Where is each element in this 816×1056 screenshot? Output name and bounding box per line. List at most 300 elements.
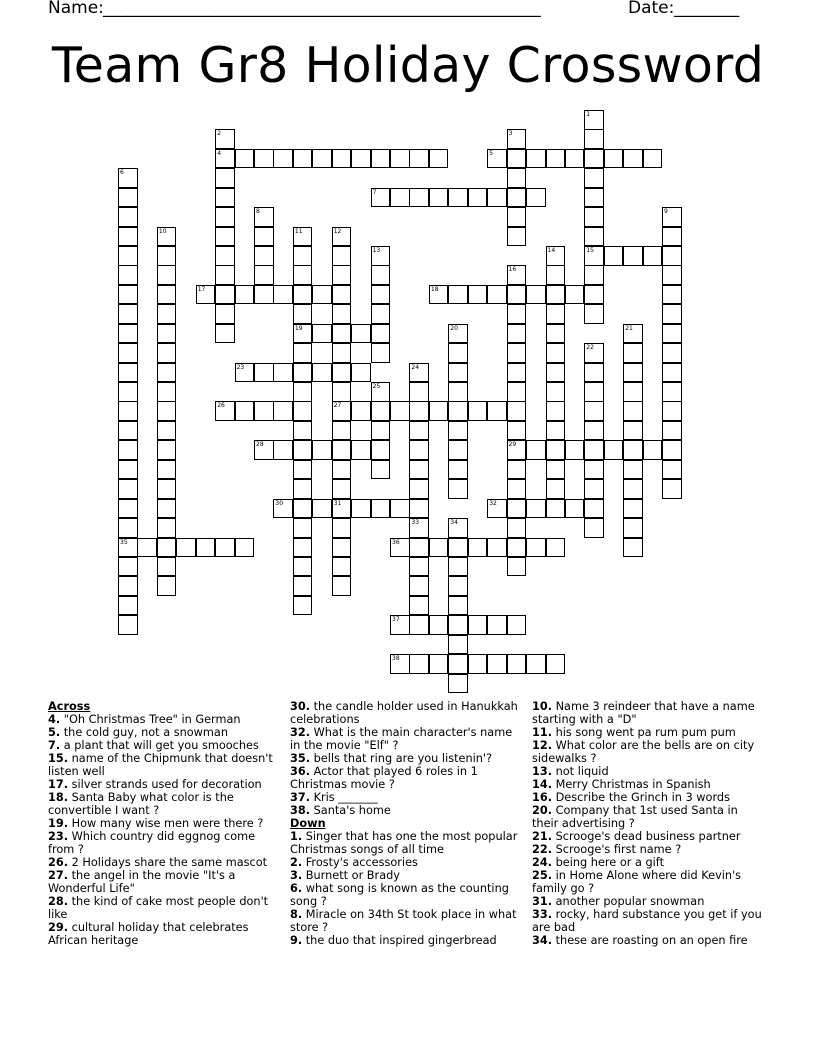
- grid-cell[interactable]: [273, 285, 293, 305]
- grid-cell[interactable]: [332, 401, 352, 421]
- grid-cell[interactable]: [215, 401, 235, 421]
- grid-cell[interactable]: [468, 401, 488, 421]
- grid-cell[interactable]: [448, 674, 468, 694]
- grid-cell[interactable]: [507, 421, 527, 441]
- grid-cell[interactable]: [118, 538, 138, 558]
- grid-cell[interactable]: [332, 518, 352, 538]
- grid-cell[interactable]: [468, 654, 488, 674]
- grid-cell[interactable]: [584, 343, 604, 363]
- grid-cell[interactable]: [235, 363, 255, 383]
- grid-cell[interactable]: [546, 538, 566, 558]
- grid-cell[interactable]: [409, 401, 429, 421]
- grid-cell[interactable]: [254, 207, 274, 227]
- grid-cell[interactable]: [390, 499, 410, 519]
- grid-cell[interactable]: [118, 596, 138, 616]
- grid-cell[interactable]: [157, 363, 177, 383]
- grid-cell[interactable]: [118, 363, 138, 383]
- grid-cell[interactable]: [623, 538, 643, 558]
- grid-cell[interactable]: [157, 265, 177, 285]
- grid-cell[interactable]: [390, 654, 410, 674]
- grid-cell[interactable]: [448, 479, 468, 499]
- grid-cell[interactable]: [157, 440, 177, 460]
- grid-cell[interactable]: [409, 440, 429, 460]
- grid-cell[interactable]: [546, 460, 566, 480]
- grid-cell[interactable]: [118, 343, 138, 363]
- grid-cell[interactable]: [371, 401, 391, 421]
- grid-cell[interactable]: [351, 324, 371, 344]
- grid-cell[interactable]: [526, 188, 546, 208]
- grid-cell[interactable]: [429, 615, 449, 635]
- grid-cell[interactable]: [371, 499, 391, 519]
- grid-cell[interactable]: [118, 168, 138, 188]
- name-line[interactable]: ______________________________________________________: [103, 0, 541, 18]
- grid-cell[interactable]: [448, 363, 468, 383]
- grid-cell[interactable]: [409, 421, 429, 441]
- grid-cell[interactable]: [293, 304, 313, 324]
- grid-cell[interactable]: [351, 440, 371, 460]
- grid-cell[interactable]: [584, 285, 604, 305]
- grid-cell[interactable]: [371, 421, 391, 441]
- grid-cell[interactable]: [662, 382, 682, 402]
- grid-cell[interactable]: [623, 246, 643, 266]
- grid-cell[interactable]: [604, 440, 624, 460]
- grid-cell[interactable]: [507, 285, 527, 305]
- grid-cell[interactable]: [526, 538, 546, 558]
- grid-cell[interactable]: [293, 363, 313, 383]
- grid-cell[interactable]: [429, 538, 449, 558]
- grid-cell[interactable]: [409, 576, 429, 596]
- grid-cell[interactable]: [507, 518, 527, 538]
- grid-cell[interactable]: [487, 188, 507, 208]
- grid-cell[interactable]: [507, 304, 527, 324]
- grid-cell[interactable]: [662, 227, 682, 247]
- grid-cell[interactable]: [429, 149, 449, 169]
- grid-cell[interactable]: [662, 207, 682, 227]
- grid-cell[interactable]: [584, 227, 604, 247]
- grid-cell[interactable]: [662, 246, 682, 266]
- grid-cell[interactable]: [584, 499, 604, 519]
- grid-cell[interactable]: [584, 168, 604, 188]
- grid-cell[interactable]: [546, 382, 566, 402]
- grid-cell[interactable]: [254, 265, 274, 285]
- grid-cell[interactable]: [371, 246, 391, 266]
- grid-cell[interactable]: [448, 421, 468, 441]
- grid-cell[interactable]: [293, 518, 313, 538]
- grid-cell[interactable]: [371, 188, 391, 208]
- grid-cell[interactable]: [157, 246, 177, 266]
- grid-cell[interactable]: [157, 285, 177, 305]
- grid-cell[interactable]: [390, 149, 410, 169]
- grid-cell[interactable]: [293, 576, 313, 596]
- grid-cell[interactable]: [662, 324, 682, 344]
- grid-cell[interactable]: [507, 401, 527, 421]
- grid-cell[interactable]: [390, 188, 410, 208]
- grid-cell[interactable]: [157, 576, 177, 596]
- grid-cell[interactable]: [507, 265, 527, 285]
- grid-cell[interactable]: [293, 557, 313, 577]
- grid-cell[interactable]: [157, 304, 177, 324]
- grid-cell[interactable]: [118, 615, 138, 635]
- grid-cell[interactable]: [584, 110, 604, 130]
- grid-cell[interactable]: [584, 188, 604, 208]
- grid-cell[interactable]: [351, 401, 371, 421]
- grid-cell[interactable]: [429, 285, 449, 305]
- grid-cell[interactable]: [293, 440, 313, 460]
- grid-cell[interactable]: [215, 246, 235, 266]
- grid-cell[interactable]: [254, 401, 274, 421]
- grid-cell[interactable]: [215, 538, 235, 558]
- grid-cell[interactable]: [254, 285, 274, 305]
- grid-cell[interactable]: [448, 382, 468, 402]
- grid-cell[interactable]: [390, 538, 410, 558]
- grid-cell[interactable]: [215, 149, 235, 169]
- grid-cell[interactable]: [118, 188, 138, 208]
- grid-cell[interactable]: [448, 188, 468, 208]
- grid-cell[interactable]: [409, 188, 429, 208]
- grid-cell[interactable]: [157, 421, 177, 441]
- grid-cell[interactable]: [526, 440, 546, 460]
- grid-cell[interactable]: [546, 149, 566, 169]
- grid-cell[interactable]: [371, 324, 391, 344]
- grid-cell[interactable]: [546, 654, 566, 674]
- grid-cell[interactable]: [118, 576, 138, 596]
- grid-cell[interactable]: [623, 460, 643, 480]
- grid-cell[interactable]: [312, 499, 332, 519]
- grid-cell[interactable]: [312, 440, 332, 460]
- grid-cell[interactable]: [293, 343, 313, 363]
- grid-cell[interactable]: [584, 265, 604, 285]
- grid-cell[interactable]: [429, 188, 449, 208]
- grid-cell[interactable]: [332, 285, 352, 305]
- grid-cell[interactable]: [409, 615, 429, 635]
- grid-cell[interactable]: [526, 285, 546, 305]
- grid-cell[interactable]: [487, 149, 507, 169]
- grid-cell[interactable]: [409, 499, 429, 519]
- grid-cell[interactable]: [293, 596, 313, 616]
- grid-cell[interactable]: [623, 363, 643, 383]
- grid-cell[interactable]: [409, 518, 429, 538]
- grid-cell[interactable]: [157, 499, 177, 519]
- grid-cell[interactable]: [137, 538, 157, 558]
- date-line[interactable]: ________: [674, 0, 739, 18]
- grid-cell[interactable]: [565, 499, 585, 519]
- grid-cell[interactable]: [215, 304, 235, 324]
- grid-cell[interactable]: [157, 479, 177, 499]
- grid-cell[interactable]: [487, 401, 507, 421]
- grid-cell[interactable]: [254, 363, 274, 383]
- grid-cell[interactable]: [584, 207, 604, 227]
- grid-cell[interactable]: [215, 324, 235, 344]
- grid-cell[interactable]: [254, 246, 274, 266]
- grid-cell[interactable]: [662, 343, 682, 363]
- grid-cell[interactable]: [273, 440, 293, 460]
- grid-cell[interactable]: [584, 440, 604, 460]
- grid-cell[interactable]: [157, 460, 177, 480]
- grid-cell[interactable]: [312, 285, 332, 305]
- grid-cell[interactable]: [235, 285, 255, 305]
- grid-cell[interactable]: [371, 382, 391, 402]
- grid-cell[interactable]: [623, 440, 643, 460]
- grid-cell[interactable]: [448, 576, 468, 596]
- grid-cell[interactable]: [332, 324, 352, 344]
- grid-cell[interactable]: [351, 363, 371, 383]
- grid-cell[interactable]: [448, 615, 468, 635]
- grid-cell[interactable]: [312, 149, 332, 169]
- grid-cell[interactable]: [448, 324, 468, 344]
- grid-cell[interactable]: [293, 421, 313, 441]
- grid-cell[interactable]: [293, 382, 313, 402]
- grid-cell[interactable]: [546, 499, 566, 519]
- grid-cell[interactable]: [273, 499, 293, 519]
- grid-cell[interactable]: [507, 207, 527, 227]
- grid-cell[interactable]: [546, 421, 566, 441]
- grid-cell[interactable]: [448, 557, 468, 577]
- grid-cell[interactable]: [623, 149, 643, 169]
- grid-cell[interactable]: [507, 129, 527, 149]
- grid-cell[interactable]: [312, 324, 332, 344]
- grid-cell[interactable]: [468, 538, 488, 558]
- grid-cell[interactable]: [293, 265, 313, 285]
- grid-cell[interactable]: [546, 363, 566, 383]
- grid-cell[interactable]: [332, 576, 352, 596]
- grid-cell[interactable]: [429, 654, 449, 674]
- grid-cell[interactable]: [118, 499, 138, 519]
- grid-cell[interactable]: [371, 265, 391, 285]
- grid-cell[interactable]: [409, 596, 429, 616]
- grid-cell[interactable]: [371, 343, 391, 363]
- grid-cell[interactable]: [157, 324, 177, 344]
- grid-cell[interactable]: [409, 363, 429, 383]
- grid-cell[interactable]: [390, 401, 410, 421]
- grid-cell[interactable]: [604, 246, 624, 266]
- grid-cell[interactable]: [332, 440, 352, 460]
- grid-cell[interactable]: [293, 479, 313, 499]
- grid-cell[interactable]: [507, 499, 527, 519]
- grid-cell[interactable]: [332, 479, 352, 499]
- grid-cell[interactable]: [196, 285, 216, 305]
- grid-cell[interactable]: [507, 324, 527, 344]
- grid-cell[interactable]: [526, 499, 546, 519]
- grid-cell[interactable]: [215, 227, 235, 247]
- grid-cell[interactable]: [409, 557, 429, 577]
- grid-cell[interactable]: [507, 363, 527, 383]
- grid-cell[interactable]: [526, 654, 546, 674]
- grid-cell[interactable]: [332, 538, 352, 558]
- grid-cell[interactable]: [273, 401, 293, 421]
- grid-cell[interactable]: [584, 518, 604, 538]
- grid-cell[interactable]: [118, 246, 138, 266]
- grid-cell[interactable]: [293, 149, 313, 169]
- grid-cell[interactable]: [662, 285, 682, 305]
- grid-cell[interactable]: [254, 149, 274, 169]
- grid-cell[interactable]: [448, 654, 468, 674]
- grid-cell[interactable]: [468, 615, 488, 635]
- grid-cell[interactable]: [409, 538, 429, 558]
- grid-cell[interactable]: [623, 343, 643, 363]
- grid-cell[interactable]: [448, 401, 468, 421]
- grid-cell[interactable]: [643, 440, 663, 460]
- grid-cell[interactable]: [584, 363, 604, 383]
- grid-cell[interactable]: [623, 401, 643, 421]
- grid-cell[interactable]: [371, 460, 391, 480]
- grid-cell[interactable]: [584, 479, 604, 499]
- grid-cell[interactable]: [507, 149, 527, 169]
- grid-cell[interactable]: [371, 285, 391, 305]
- grid-cell[interactable]: [546, 479, 566, 499]
- grid-cell[interactable]: [118, 518, 138, 538]
- grid-cell[interactable]: [293, 227, 313, 247]
- grid-cell[interactable]: [332, 499, 352, 519]
- grid-cell[interactable]: [312, 363, 332, 383]
- grid-cell[interactable]: [643, 246, 663, 266]
- grid-cell[interactable]: [215, 207, 235, 227]
- grid-cell[interactable]: [448, 596, 468, 616]
- grid-cell[interactable]: [235, 149, 255, 169]
- grid-cell[interactable]: [332, 304, 352, 324]
- grid-cell[interactable]: [623, 479, 643, 499]
- grid-cell[interactable]: [565, 285, 585, 305]
- grid-cell[interactable]: [118, 304, 138, 324]
- grid-cell[interactable]: [623, 382, 643, 402]
- grid-cell[interactable]: [584, 401, 604, 421]
- grid-cell[interactable]: [157, 557, 177, 577]
- grid-cell[interactable]: [507, 188, 527, 208]
- grid-cell[interactable]: [293, 324, 313, 344]
- grid-cell[interactable]: [332, 421, 352, 441]
- grid-cell[interactable]: [507, 479, 527, 499]
- grid-cell[interactable]: [507, 382, 527, 402]
- grid-cell[interactable]: [293, 499, 313, 519]
- grid-cell[interactable]: [157, 343, 177, 363]
- grid-cell[interactable]: [546, 246, 566, 266]
- grid-cell[interactable]: [584, 421, 604, 441]
- grid-cell[interactable]: [507, 343, 527, 363]
- grid-cell[interactable]: [371, 440, 391, 460]
- grid-cell[interactable]: [332, 460, 352, 480]
- grid-cell[interactable]: [118, 440, 138, 460]
- grid-cell[interactable]: [235, 538, 255, 558]
- grid-cell[interactable]: [487, 654, 507, 674]
- grid-cell[interactable]: [429, 401, 449, 421]
- grid-cell[interactable]: [118, 460, 138, 480]
- grid-cell[interactable]: [546, 324, 566, 344]
- grid-cell[interactable]: [118, 382, 138, 402]
- grid-cell[interactable]: [157, 401, 177, 421]
- grid-cell[interactable]: [546, 304, 566, 324]
- grid-cell[interactable]: [118, 401, 138, 421]
- grid-cell[interactable]: [623, 518, 643, 538]
- grid-cell[interactable]: [546, 265, 566, 285]
- grid-cell[interactable]: [157, 227, 177, 247]
- grid-cell[interactable]: [118, 479, 138, 499]
- grid-cell[interactable]: [662, 421, 682, 441]
- grid-cell[interactable]: [526, 149, 546, 169]
- grid-cell[interactable]: [565, 440, 585, 460]
- grid-cell[interactable]: [507, 168, 527, 188]
- grid-cell[interactable]: [118, 421, 138, 441]
- grid-cell[interactable]: [332, 363, 352, 383]
- grid-cell[interactable]: [662, 265, 682, 285]
- grid-cell[interactable]: [118, 557, 138, 577]
- grid-cell[interactable]: [390, 615, 410, 635]
- grid-cell[interactable]: [546, 440, 566, 460]
- grid-cell[interactable]: [507, 654, 527, 674]
- grid-cell[interactable]: [507, 538, 527, 558]
- grid-cell[interactable]: [118, 265, 138, 285]
- grid-cell[interactable]: [507, 460, 527, 480]
- grid-cell[interactable]: [254, 227, 274, 247]
- grid-cell[interactable]: [584, 460, 604, 480]
- grid-cell[interactable]: [293, 246, 313, 266]
- grid-cell[interactable]: [623, 421, 643, 441]
- grid-cell[interactable]: [507, 615, 527, 635]
- grid-cell[interactable]: [157, 518, 177, 538]
- grid-cell[interactable]: [584, 129, 604, 149]
- grid-cell[interactable]: [507, 440, 527, 460]
- grid-cell[interactable]: [293, 285, 313, 305]
- grid-cell[interactable]: [468, 188, 488, 208]
- grid-cell[interactable]: [643, 149, 663, 169]
- grid-cell[interactable]: [351, 149, 371, 169]
- grid-cell[interactable]: [332, 343, 352, 363]
- grid-cell[interactable]: [332, 557, 352, 577]
- grid-cell[interactable]: [448, 460, 468, 480]
- grid-cell[interactable]: [293, 538, 313, 558]
- grid-cell[interactable]: [623, 499, 643, 519]
- grid-cell[interactable]: [546, 343, 566, 363]
- grid-cell[interactable]: [662, 479, 682, 499]
- grid-cell[interactable]: [662, 304, 682, 324]
- grid-cell[interactable]: [235, 401, 255, 421]
- grid-cell[interactable]: [273, 363, 293, 383]
- grid-cell[interactable]: [351, 499, 371, 519]
- grid-cell[interactable]: [662, 460, 682, 480]
- grid-cell[interactable]: [215, 265, 235, 285]
- grid-cell[interactable]: [332, 246, 352, 266]
- grid-cell[interactable]: [409, 382, 429, 402]
- grid-cell[interactable]: [448, 285, 468, 305]
- grid-cell[interactable]: [332, 227, 352, 247]
- grid-cell[interactable]: [176, 538, 196, 558]
- grid-cell[interactable]: [332, 382, 352, 402]
- grid-cell[interactable]: [293, 460, 313, 480]
- grid-cell[interactable]: [215, 168, 235, 188]
- grid-cell[interactable]: [157, 382, 177, 402]
- grid-cell[interactable]: [448, 343, 468, 363]
- grid-cell[interactable]: [371, 304, 391, 324]
- grid-cell[interactable]: [507, 227, 527, 247]
- grid-cell[interactable]: [584, 304, 604, 324]
- grid-cell[interactable]: [332, 149, 352, 169]
- grid-cell[interactable]: [487, 285, 507, 305]
- grid-cell[interactable]: [118, 324, 138, 344]
- grid-cell[interactable]: [507, 557, 527, 577]
- grid-cell[interactable]: [662, 363, 682, 383]
- grid-cell[interactable]: [448, 518, 468, 538]
- grid-cell[interactable]: [487, 615, 507, 635]
- grid-cell[interactable]: [273, 149, 293, 169]
- grid-cell[interactable]: [409, 149, 429, 169]
- grid-cell[interactable]: [487, 538, 507, 558]
- grid-cell[interactable]: [546, 401, 566, 421]
- grid-cell[interactable]: [546, 285, 566, 305]
- grid-cell[interactable]: [584, 149, 604, 169]
- grid-cell[interactable]: [215, 188, 235, 208]
- grid-cell[interactable]: [448, 440, 468, 460]
- grid-cell[interactable]: [118, 285, 138, 305]
- grid-cell[interactable]: [623, 324, 643, 344]
- grid-cell[interactable]: [604, 149, 624, 169]
